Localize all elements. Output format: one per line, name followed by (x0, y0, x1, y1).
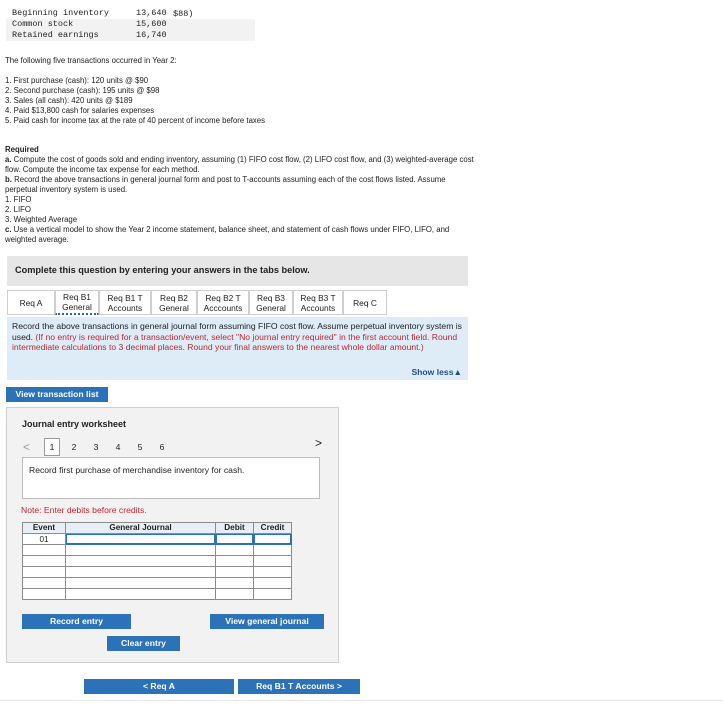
debit-input[interactable] (216, 567, 254, 578)
required-heading: Required (5, 145, 39, 154)
tab-req-b1-t-accounts[interactable]: Req B1 T Accounts (99, 290, 151, 315)
credit-input[interactable] (254, 545, 292, 556)
account-select[interactable] (66, 578, 216, 589)
page-4[interactable]: 4 (115, 442, 121, 452)
required-c: c. Use a vertical model to show the Year 2 income statement, balance sheet, and statement of cash flows under FIFO, LIFO, and weighted average. (5, 225, 450, 244)
balance-row: Common stock 15,600 (6, 19, 255, 30)
divider (0, 700, 723, 701)
method-item: 2. LIFO (5, 205, 31, 214)
debit-input[interactable] (216, 545, 254, 556)
debit-input[interactable] (216, 589, 254, 600)
transaction-item: 1. First purchase (cash): 120 units @ $90 (5, 76, 149, 85)
journal-table (22, 522, 292, 600)
credit-input[interactable] (254, 567, 292, 578)
tab-req-c[interactable]: Req C (343, 290, 387, 315)
journal-row (23, 534, 292, 545)
page-6[interactable]: 6 (159, 442, 165, 452)
transaction-item: 3. Sales (all cash): 420 units @ $189 (5, 96, 133, 105)
event-cell (23, 556, 66, 567)
journal-row (23, 545, 292, 556)
page-3[interactable]: 3 (93, 442, 99, 452)
prev-page-icon[interactable]: < (23, 440, 31, 454)
journal-row (23, 556, 292, 567)
next-req-b1-t-accounts-button[interactable]: Req B1 T Accounts > (238, 679, 360, 694)
transaction-item: 2. Second purchase (cash): 195 units @ $98 (5, 86, 160, 95)
question-bar: Complete this question by entering your answers in the tabs below. (7, 256, 468, 286)
worksheet-title: Journal entry worksheet (22, 419, 127, 429)
method-item: 3. Weighted Average (5, 215, 78, 224)
view-general-journal-button[interactable]: View general journal (210, 614, 324, 629)
tab-req-b2-general[interactable]: Req B2 General (151, 290, 197, 315)
debit-input[interactable] (216, 578, 254, 589)
event-cell: 01 (23, 534, 66, 545)
balance-row: Retained earnings 16,740 (6, 30, 255, 41)
account-select[interactable] (66, 567, 216, 578)
tab-req-b1-general[interactable]: Req B1 General (55, 290, 99, 315)
transaction-list (5, 76, 265, 126)
record-entry-button[interactable]: Record entry (22, 614, 131, 629)
debit-input[interactable] (216, 556, 254, 567)
prev-req-a-button[interactable]: < Req A (84, 679, 234, 694)
transaction-item: 5. Paid cash for income tax at the rate of 40 percent of income before taxes (5, 116, 266, 125)
clear-entry-button[interactable]: Clear entry (107, 636, 180, 651)
balance-row: Beginning inventory 13,640 (12, 8, 167, 18)
credit-input[interactable] (254, 534, 292, 545)
required-a: a. Compute the cost of goods sold and ending inventory, assuming (1) FIFO cost flow, (2) LIFO cost flow, and (3) weighted-average cost flow. Compute the income tax expense for each method. (5, 155, 474, 174)
next-page-icon[interactable]: > (315, 436, 323, 450)
credit-input[interactable] (254, 589, 292, 600)
page-1[interactable]: 1 (44, 438, 60, 456)
required-b: b. Record the above transactions in general journal form and post to T-accounts assuming each of the cost flows listed. Assume perpetual inventory system is used. (5, 175, 446, 194)
tab-req-b3-t-accounts[interactable]: Req B3 T Accounts (293, 290, 343, 315)
journal-row (23, 567, 292, 578)
entry-description: Record first purchase of merchandise inventory for cash. (22, 457, 320, 499)
page-2[interactable]: 2 (71, 442, 77, 452)
required-section (5, 145, 475, 245)
journal-row (23, 589, 292, 600)
show-less-link[interactable]: Show less▲ (411, 367, 462, 378)
debit-input[interactable] (216, 534, 254, 545)
general-journal-header: General Journal (66, 523, 216, 534)
balance-table (6, 8, 255, 41)
debits-note: Note: Enter debits before credits. (21, 505, 147, 515)
intro-text: The following five transactions occurred in Year 2: (5, 56, 177, 65)
requirement-tabs (7, 290, 387, 315)
worksheet-pager (23, 438, 173, 456)
instruction-panel: Record the above transactions in general journal form assuming FIFO cost flow. Assume perpetual inventory system is used. (If no entry is required for a transaction/event, select "No journal entry required" in the first account field. Round intermediate calculations to 3 decimal places. Round your final answers to the nearest whole dollar amount.) Show less▲ (7, 317, 468, 380)
tab-req-b3-general[interactable]: Req B3 General (249, 290, 293, 315)
journal-row (23, 578, 292, 589)
credit-input[interactable] (254, 578, 292, 589)
event-header: Event (23, 523, 66, 534)
account-select[interactable] (66, 534, 216, 545)
method-item: 1. FIFO (5, 195, 32, 204)
event-cell (23, 578, 66, 589)
tab-req-a[interactable]: Req A (7, 290, 55, 315)
account-select[interactable] (66, 589, 216, 600)
transaction-item: 4. Paid $13,800 cash for salaries expenses (5, 106, 155, 115)
view-transaction-list-button[interactable]: View transaction list (6, 387, 108, 402)
clipped-side-note: $88) (173, 9, 194, 19)
debit-header: Debit (216, 523, 254, 534)
credit-input[interactable] (254, 556, 292, 567)
credit-header: Credit (254, 523, 292, 534)
account-select[interactable] (66, 556, 216, 567)
tab-req-b2-t-accounts[interactable]: Req B2 T Acccounts (197, 290, 249, 315)
event-cell (23, 589, 66, 600)
page-5[interactable]: 5 (137, 442, 143, 452)
event-cell (23, 567, 66, 578)
event-cell (23, 545, 66, 556)
account-select[interactable] (66, 545, 216, 556)
journal-entry-worksheet (6, 407, 339, 663)
